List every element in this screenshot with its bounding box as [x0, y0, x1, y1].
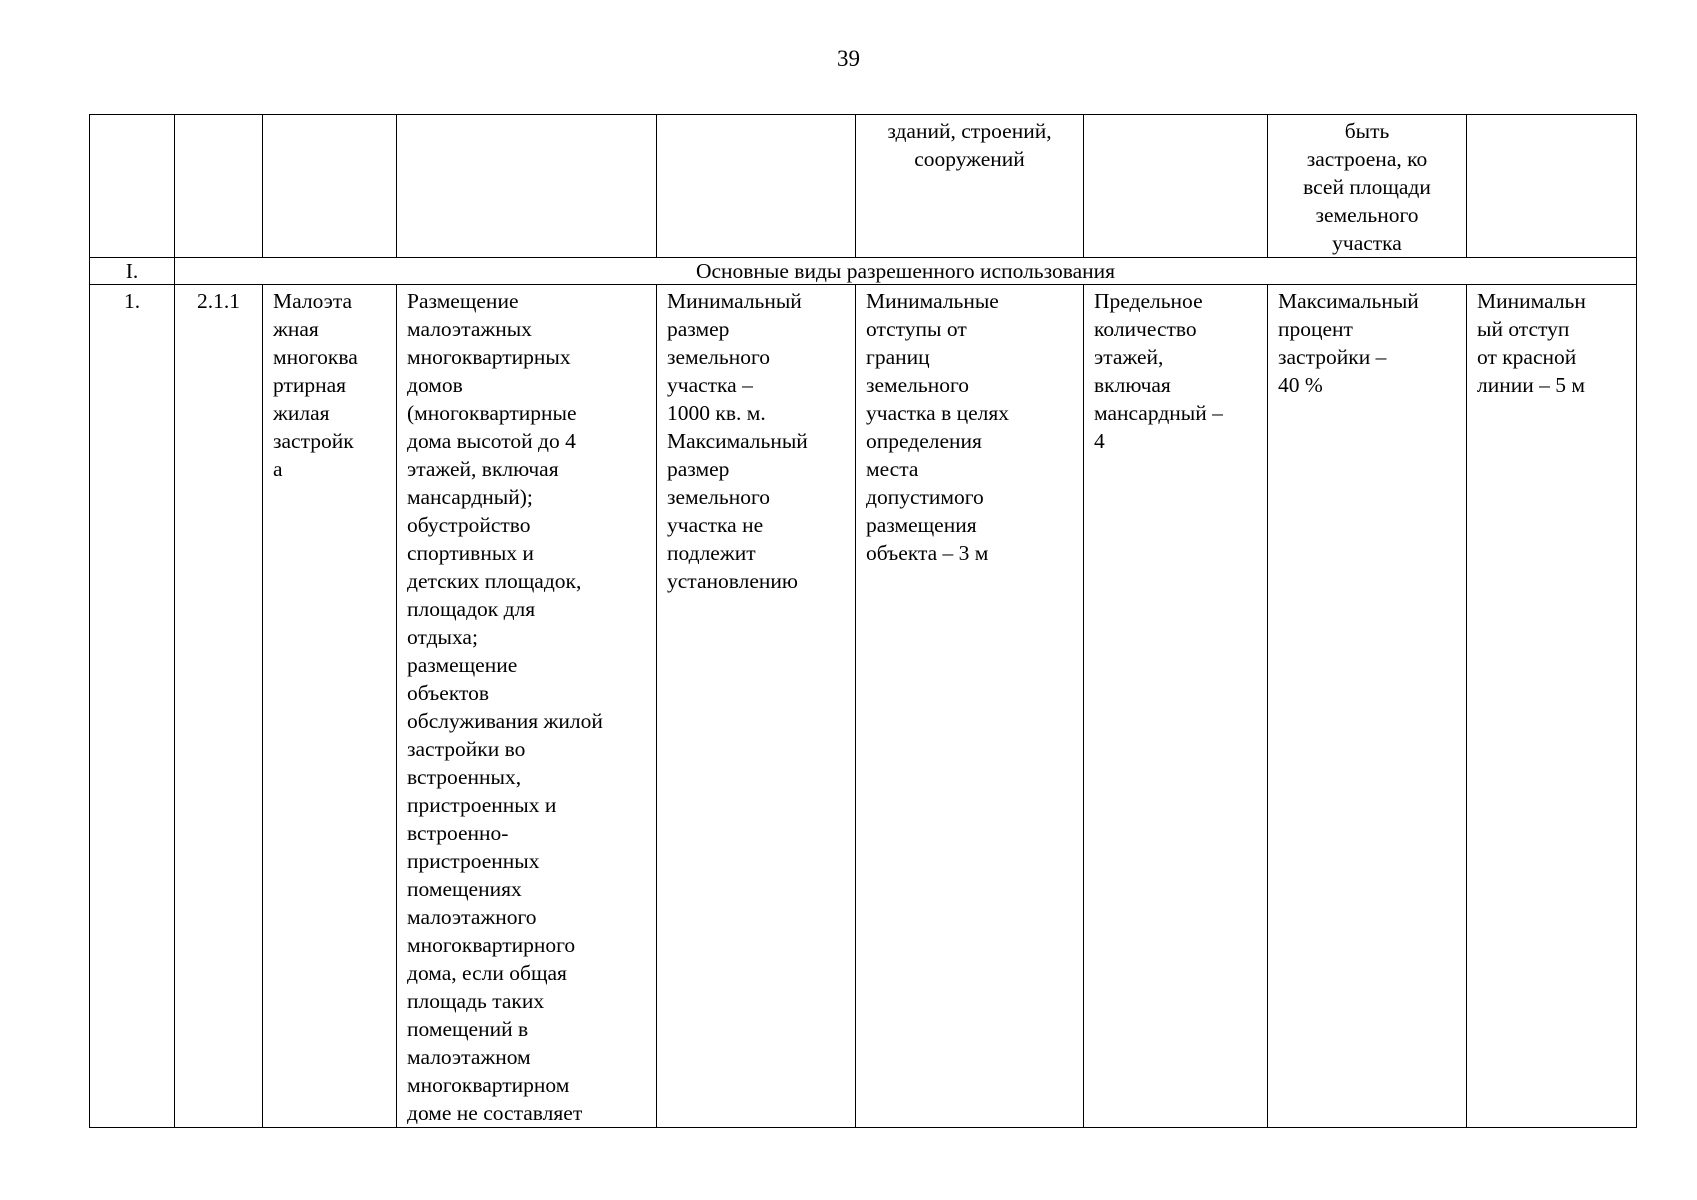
continuation-row [90, 115, 1637, 258]
cell-empty [1084, 115, 1268, 258]
red-line-setback: Минимальн ый отступ от красной линии – 5 м [1467, 285, 1637, 1128]
page-number: 39 [837, 46, 860, 71]
use-description: Размещение малоэтажных многоквартирных домов (многоквартирные дома высотой до 4 этажей, включая мансардный); обустройство спортивных и детских площадок, площадок для отдыха; размещение объектов обслуживания жилой застройки во встроенных, пристроенных и встроенно- пристроенных помещениях малоэтажного многоквартирного дома, если общая площадь таких помещений в малоэтажном многоквартирном доме не составляет [397, 285, 657, 1128]
cell-empty [175, 115, 263, 258]
regulations-table [89, 114, 1637, 1128]
cell-empty [263, 115, 397, 258]
cell-empty [90, 115, 175, 258]
cell-empty [1467, 115, 1637, 258]
floor-limit: Предельное количество этажей, включая мансардный – 4 [1084, 285, 1268, 1128]
use-name: Малоэта жная многоква ртирная жилая застройк а [263, 285, 397, 1128]
setbacks: Минимальные отступы от границ земельного участка в целях определения места допустимого размещения объекта – 3 м [856, 285, 1084, 1128]
section-number: I. [90, 258, 175, 285]
row-number: 1. [90, 285, 175, 1128]
cell-empty [657, 115, 856, 258]
section-row [90, 258, 1637, 285]
cell-empty [397, 115, 657, 258]
section-title: Основные виды разрешенного использования [175, 258, 1637, 285]
cell-continued-text: быть застроена, ко всей площади земельного участка [1268, 115, 1467, 258]
use-code: 2.1.1 [175, 285, 263, 1128]
cell-continued-text: зданий, строений, сооружений [856, 115, 1084, 258]
table-row [90, 285, 1637, 1128]
building-coverage: Максимальный процент застройки – 40 % [1268, 285, 1467, 1128]
plot-size: Минимальный размер земельного участка – 1000 кв. м. Максимальный размер земельного участка не подлежит установлению [657, 285, 856, 1128]
